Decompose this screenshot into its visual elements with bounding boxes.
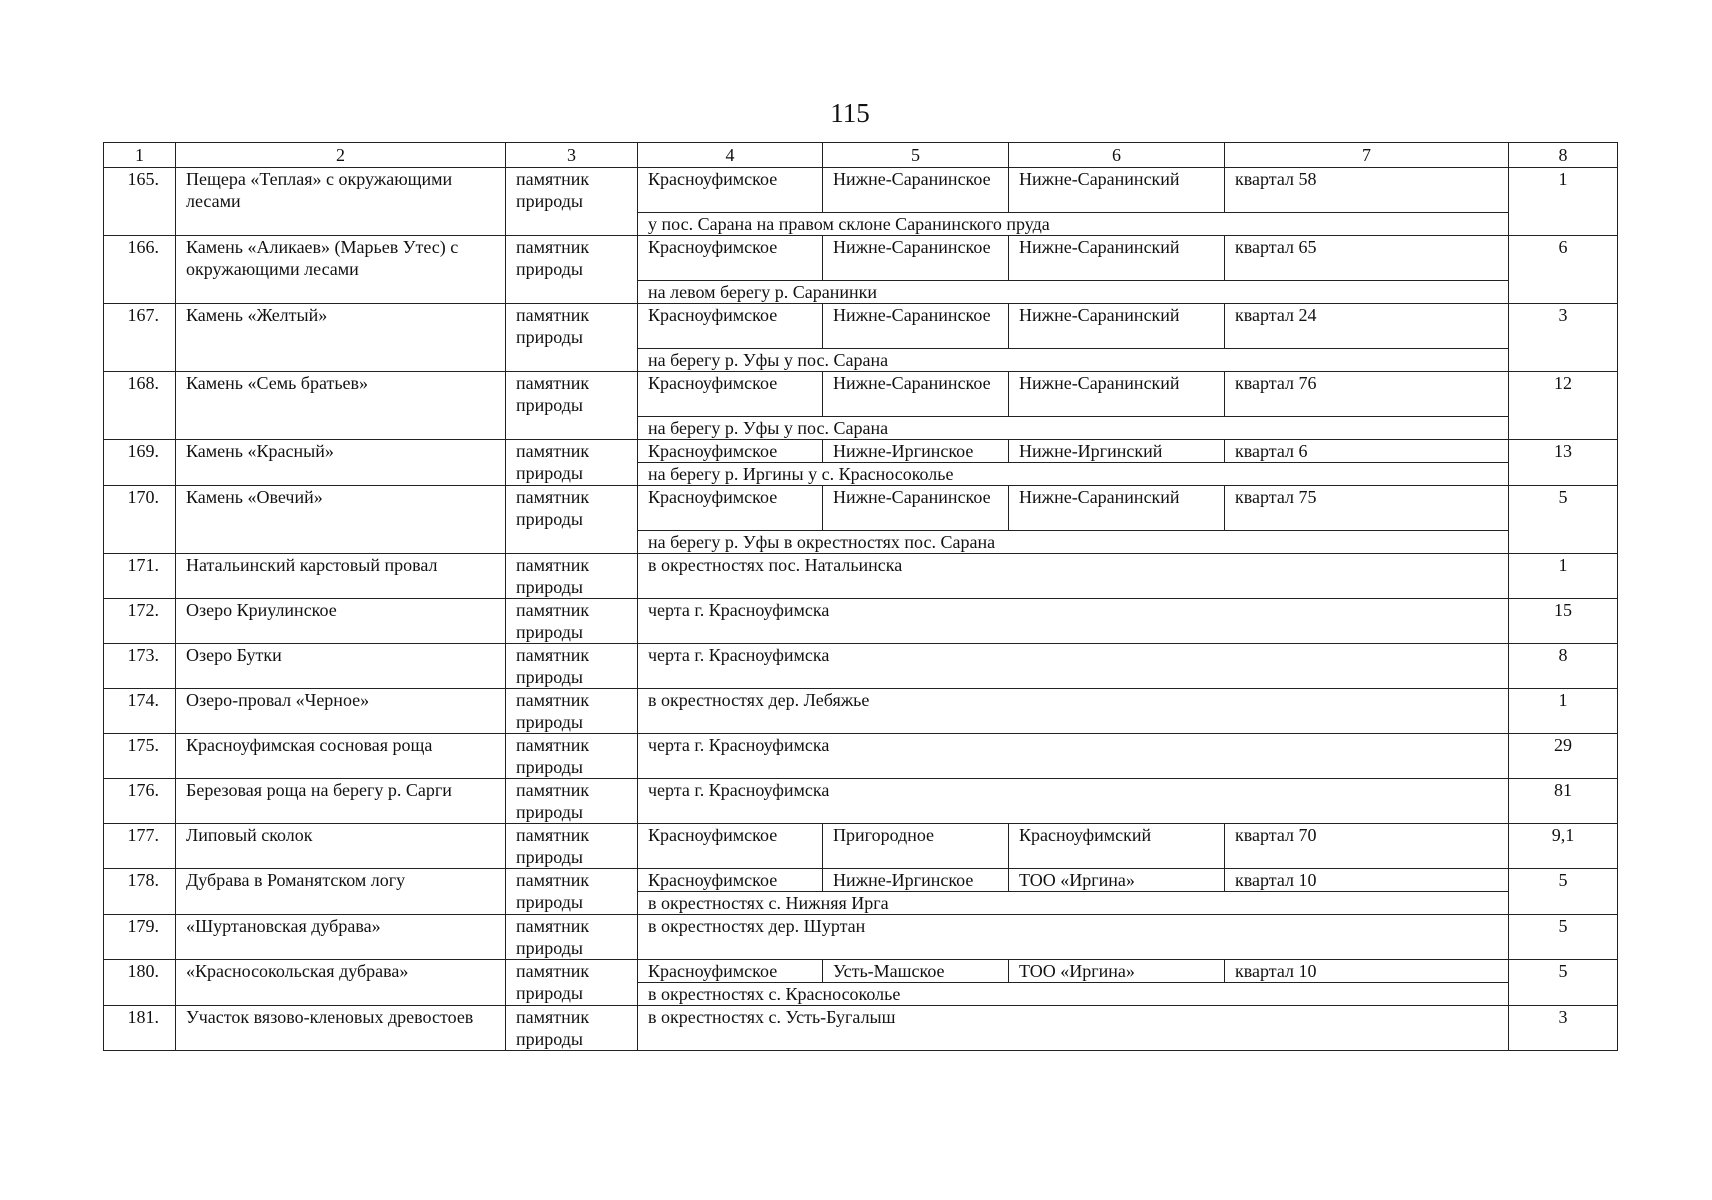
forestry-unit: Нижне-Саранинское bbox=[823, 372, 1009, 417]
table-row bbox=[104, 734, 1618, 779]
column-number-header-row bbox=[104, 143, 1618, 168]
forestry-unit: Пригородное bbox=[823, 824, 1009, 869]
area-hectares: 5 bbox=[1509, 915, 1618, 960]
row-number: 169. bbox=[104, 440, 176, 486]
forest-quarter: квартал 76 bbox=[1225, 372, 1509, 417]
forestry-district: Красноуфимское bbox=[638, 168, 823, 213]
forestry-unit: Нижне-Иргинское bbox=[823, 440, 1009, 463]
object-name: Озеро Криулинское bbox=[176, 599, 506, 644]
object-category: памятник природы bbox=[506, 236, 638, 304]
object-name: Камень «Красный» bbox=[176, 440, 506, 486]
forest-quarter: квартал 6 bbox=[1225, 440, 1509, 463]
protected-areas-table bbox=[103, 142, 1618, 1051]
location-description: на берегу р. Уфы у пос. Сарана bbox=[638, 349, 1509, 372]
row-number: 178. bbox=[104, 869, 176, 915]
forest-quarter: квартал 10 bbox=[1225, 869, 1509, 892]
area-hectares: 5 bbox=[1509, 869, 1618, 915]
object-name: Камень «Овечий» bbox=[176, 486, 506, 554]
forest-quarter: квартал 65 bbox=[1225, 236, 1509, 281]
object-name: Участок вязово-кленовых древостоев bbox=[176, 1006, 506, 1051]
table-row bbox=[104, 554, 1618, 599]
forestry-district: Красноуфимское bbox=[638, 440, 823, 463]
column-number: 2 bbox=[176, 143, 506, 168]
column-number: 3 bbox=[506, 143, 638, 168]
forestry-district: Красноуфимское bbox=[638, 236, 823, 281]
object-name: Красноуфимская сосновая роща bbox=[176, 734, 506, 779]
forest-quarter: квартал 10 bbox=[1225, 960, 1509, 983]
object-category: памятник природы bbox=[506, 869, 638, 915]
object-category: памятник природы bbox=[506, 554, 638, 599]
object-category: памятник природы bbox=[506, 168, 638, 236]
table-row bbox=[104, 960, 1618, 983]
row-number: 165. bbox=[104, 168, 176, 236]
object-name: «Шуртановская дубрава» bbox=[176, 915, 506, 960]
row-number: 179. bbox=[104, 915, 176, 960]
table-row bbox=[104, 236, 1618, 281]
column-number: 6 bbox=[1009, 143, 1225, 168]
row-number: 180. bbox=[104, 960, 176, 1006]
area-hectares: 15 bbox=[1509, 599, 1618, 644]
forestry-unit: Нижне-Иргинское bbox=[823, 869, 1009, 892]
area-hectares: 9,1 bbox=[1509, 824, 1618, 869]
location-description: на берегу р. Иргины у с. Красносоколье bbox=[638, 463, 1509, 486]
forest-division: Нижне-Иргинский bbox=[1009, 440, 1225, 463]
area-hectares: 3 bbox=[1509, 1006, 1618, 1051]
object-category: памятник природы bbox=[506, 372, 638, 440]
location-description: черта г. Красноуфимска bbox=[638, 599, 1509, 644]
table-row bbox=[104, 644, 1618, 689]
object-category: памятник природы bbox=[506, 486, 638, 554]
forestry-unit: Нижне-Саранинское bbox=[823, 486, 1009, 531]
table-row bbox=[104, 915, 1618, 960]
object-name: Липовый сколок bbox=[176, 824, 506, 869]
forest-division: Красноуфимский bbox=[1009, 824, 1225, 869]
forestry-district: Красноуфимское bbox=[638, 824, 823, 869]
location-description: в окрестностях пос. Натальинска bbox=[638, 554, 1509, 599]
forestry-unit: Усть-Машское bbox=[823, 960, 1009, 983]
location-description: черта г. Красноуфимска bbox=[638, 779, 1509, 824]
location-description: на берегу р. Уфы в окрестностях пос. Сарана bbox=[638, 531, 1509, 554]
location-description: в окрестностях дер. Лебяжье bbox=[638, 689, 1509, 734]
location-description: в окрестностях дер. Шуртан bbox=[638, 915, 1509, 960]
forest-quarter: квартал 58 bbox=[1225, 168, 1509, 213]
area-hectares: 1 bbox=[1509, 168, 1618, 236]
forest-quarter: квартал 70 bbox=[1225, 824, 1509, 869]
area-hectares: 6 bbox=[1509, 236, 1618, 304]
forest-quarter: квартал 24 bbox=[1225, 304, 1509, 349]
object-name: Пещера «Теплая» с окружающими лесами bbox=[176, 168, 506, 236]
location-description: у пос. Сарана на правом склоне Саранинского пруда bbox=[638, 213, 1509, 236]
forestry-unit: Нижне-Саранинское bbox=[823, 304, 1009, 349]
area-hectares: 12 bbox=[1509, 372, 1618, 440]
forest-division: Нижне-Саранинский bbox=[1009, 372, 1225, 417]
row-number: 181. bbox=[104, 1006, 176, 1051]
table-row bbox=[104, 304, 1618, 349]
column-number: 1 bbox=[104, 143, 176, 168]
object-category: памятник природы bbox=[506, 440, 638, 486]
table-row bbox=[104, 372, 1618, 417]
forestry-district: Красноуфимское bbox=[638, 304, 823, 349]
row-number: 173. bbox=[104, 644, 176, 689]
forest-division: Нижне-Саранинский bbox=[1009, 168, 1225, 213]
row-number: 171. bbox=[104, 554, 176, 599]
object-name: Березовая роща на берегу р. Сарги bbox=[176, 779, 506, 824]
object-name: Дубрава в Романятском логу bbox=[176, 869, 506, 915]
table-row bbox=[104, 168, 1618, 213]
row-number: 167. bbox=[104, 304, 176, 372]
forest-division: Нижне-Саранинский bbox=[1009, 486, 1225, 531]
row-number: 168. bbox=[104, 372, 176, 440]
object-name: «Красносокольская дубрава» bbox=[176, 960, 506, 1006]
row-number: 166. bbox=[104, 236, 176, 304]
area-hectares: 3 bbox=[1509, 304, 1618, 372]
column-number: 7 bbox=[1225, 143, 1509, 168]
object-category: памятник природы bbox=[506, 734, 638, 779]
forestry-unit: Нижне-Саранинское bbox=[823, 236, 1009, 281]
forestry-district: Красноуфимское bbox=[638, 960, 823, 983]
location-description: в окрестностях с. Красносоколье bbox=[638, 983, 1509, 1006]
forest-division: ТОО «Иргина» bbox=[1009, 869, 1225, 892]
object-category: памятник природы bbox=[506, 1006, 638, 1051]
table-row bbox=[104, 486, 1618, 531]
area-hectares: 13 bbox=[1509, 440, 1618, 486]
forest-division: Нижне-Саранинский bbox=[1009, 304, 1225, 349]
object-category: памятник природы bbox=[506, 779, 638, 824]
forest-division: Нижне-Саранинский bbox=[1009, 236, 1225, 281]
forestry-district: Красноуфимское bbox=[638, 372, 823, 417]
object-name: Озеро-провал «Черное» bbox=[176, 689, 506, 734]
object-name: Озеро Бутки bbox=[176, 644, 506, 689]
forest-division: ТОО «Иргина» bbox=[1009, 960, 1225, 983]
area-hectares: 81 bbox=[1509, 779, 1618, 824]
table-row bbox=[104, 1006, 1618, 1051]
object-category: памятник природы bbox=[506, 960, 638, 1006]
row-number: 174. bbox=[104, 689, 176, 734]
location-description: на берегу р. Уфы у пос. Сарана bbox=[638, 417, 1509, 440]
row-number: 176. bbox=[104, 779, 176, 824]
row-number: 170. bbox=[104, 486, 176, 554]
row-number: 177. bbox=[104, 824, 176, 869]
table-row bbox=[104, 869, 1618, 892]
object-category: памятник природы bbox=[506, 915, 638, 960]
row-number: 175. bbox=[104, 734, 176, 779]
area-hectares: 8 bbox=[1509, 644, 1618, 689]
page-number: 115 bbox=[830, 98, 870, 128]
area-hectares: 1 bbox=[1509, 554, 1618, 599]
forest-quarter: квартал 75 bbox=[1225, 486, 1509, 531]
location-description: черта г. Красноуфимска bbox=[638, 734, 1509, 779]
object-category: памятник природы bbox=[506, 599, 638, 644]
object-category: памятник природы bbox=[506, 689, 638, 734]
area-hectares: 5 bbox=[1509, 960, 1618, 1006]
column-number: 8 bbox=[1509, 143, 1618, 168]
row-number: 172. bbox=[104, 599, 176, 644]
object-name: Натальинский карстовый провал bbox=[176, 554, 506, 599]
forestry-district: Красноуфимское bbox=[638, 869, 823, 892]
location-description: в окрестностях с. Нижняя Ирга bbox=[638, 892, 1509, 915]
object-category: памятник природы bbox=[506, 824, 638, 869]
object-category: памятник природы bbox=[506, 644, 638, 689]
column-number: 4 bbox=[638, 143, 823, 168]
table-row bbox=[104, 779, 1618, 824]
area-hectares: 29 bbox=[1509, 734, 1618, 779]
location-description: черта г. Красноуфимска bbox=[638, 644, 1509, 689]
object-name: Камень «Аликаев» (Марьев Утес) с окружающими лесами bbox=[176, 236, 506, 304]
location-description: в окрестностях с. Усть-Бугалыш bbox=[638, 1006, 1509, 1051]
table-row bbox=[104, 689, 1618, 734]
forestry-unit: Нижне-Саранинское bbox=[823, 168, 1009, 213]
table-row bbox=[104, 824, 1618, 869]
area-hectares: 1 bbox=[1509, 689, 1618, 734]
table-row bbox=[104, 599, 1618, 644]
column-number: 5 bbox=[823, 143, 1009, 168]
location-description: на левом берегу р. Саранинки bbox=[638, 281, 1509, 304]
object-name: Камень «Семь братьев» bbox=[176, 372, 506, 440]
forestry-district: Красноуфимское bbox=[638, 486, 823, 531]
area-hectares: 5 bbox=[1509, 486, 1618, 554]
object-category: памятник природы bbox=[506, 304, 638, 372]
object-name: Камень «Желтый» bbox=[176, 304, 506, 372]
table-row bbox=[104, 440, 1618, 463]
